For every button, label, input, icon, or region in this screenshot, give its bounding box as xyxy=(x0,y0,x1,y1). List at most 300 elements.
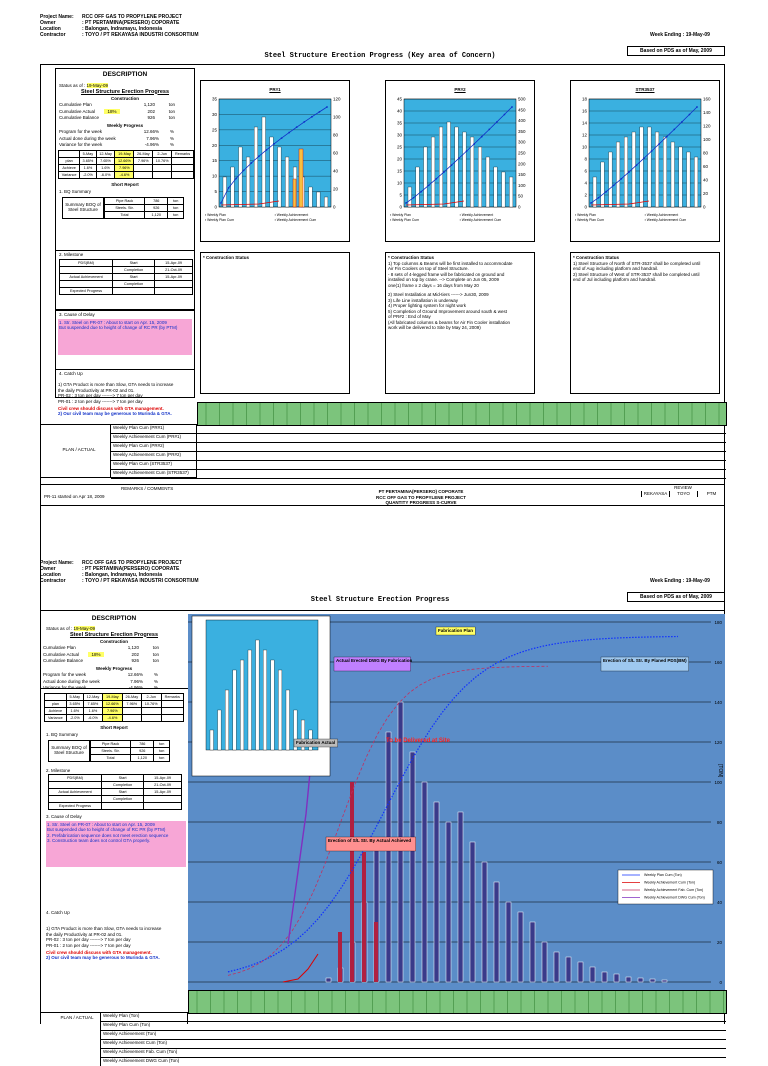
review-col: REKAYASA xyxy=(641,491,669,497)
plan-bar xyxy=(566,957,571,982)
y-tick-left: 45 xyxy=(396,96,402,102)
description-heading-2: DESCRIPTION xyxy=(91,615,137,622)
y-tick-right: 450 xyxy=(518,107,526,113)
date-strip xyxy=(197,402,727,426)
cumulative-row xyxy=(59,115,191,121)
header-cell: 12-May xyxy=(83,693,102,700)
plan-cum-point xyxy=(250,162,252,164)
achieve-bar xyxy=(299,149,303,207)
project-row-value: : Balongan, Indramayu, Indonesia xyxy=(82,26,163,32)
table-row xyxy=(91,740,170,747)
bq-block xyxy=(62,197,194,219)
legend-item: ▪ Weekly Achievement xyxy=(459,213,494,217)
plan-bar xyxy=(632,132,636,207)
row-label: Program for the week xyxy=(43,672,87,677)
plan-cum-point xyxy=(696,106,698,108)
plan-bar xyxy=(679,147,683,207)
plan-cum-point xyxy=(243,169,245,171)
table-cell xyxy=(172,171,194,178)
y-tick-left: 40 xyxy=(396,108,402,114)
page-title: Steel Structure Erection Progress (Key area of Concern) xyxy=(264,52,496,60)
table-cell xyxy=(60,280,113,287)
row-value: 202 xyxy=(131,651,139,657)
plan-bar xyxy=(447,122,451,207)
plan-cum-point xyxy=(458,157,460,159)
header-cell: Remarks xyxy=(161,693,183,700)
plan-bar xyxy=(317,192,321,207)
cumulative-row xyxy=(43,658,185,664)
grid-row-label: Weekly Achievement Cum (PR#2) xyxy=(113,452,181,457)
y-tick-right: 40 xyxy=(703,177,709,183)
annotation: Fabrication Plan xyxy=(438,628,474,633)
table-cell: 10.76% xyxy=(141,700,161,707)
row-label: Actual done during the week xyxy=(43,678,100,684)
table-cell: -4.6% xyxy=(103,714,123,721)
row-label: Variance for the week xyxy=(59,142,103,147)
plan-cum-point xyxy=(435,178,437,180)
text-line: PR-01 : 2 ton per day -------> 7 ton per day xyxy=(46,942,131,948)
table-cell: Total xyxy=(105,211,145,218)
weekly-row xyxy=(59,142,191,148)
plan-bar xyxy=(663,137,667,207)
plot-area xyxy=(404,99,516,207)
text-line: 1) GTA Product is more than Slow, GTA needs to increase xyxy=(46,926,162,931)
table-cell: Variance xyxy=(59,171,80,178)
table-row xyxy=(60,259,193,266)
table-cell: plan xyxy=(45,700,67,707)
footer-text xyxy=(321,489,521,506)
table-cell xyxy=(161,700,183,707)
status-line: end of Jul including platform and handrail. xyxy=(573,277,657,282)
y-tick-right: 100 xyxy=(518,182,526,188)
table-cell: 21-Oct-09 xyxy=(155,266,193,273)
plan-bar xyxy=(616,142,620,207)
weekly-table xyxy=(58,150,194,179)
cumulative-rows xyxy=(56,102,194,121)
grid-row-label: Weekly Achievement Cum (Ton) xyxy=(103,1040,167,1045)
chart-1 xyxy=(200,80,350,242)
plan-bar xyxy=(494,167,498,207)
table-cell xyxy=(134,171,153,178)
plan-bar xyxy=(455,127,459,207)
table-row xyxy=(59,157,194,164)
row-unit: % xyxy=(169,129,174,134)
plan-bar xyxy=(650,979,655,982)
table-cell: Completion xyxy=(113,280,155,287)
plan-cum-point xyxy=(605,191,607,193)
project-row-value: : TOYO / PT REKAYASA INDUSTRI CONSORTIUM xyxy=(82,578,199,584)
plan-cum-point xyxy=(220,202,222,204)
table-cell: 15-Apr-09 xyxy=(144,775,182,782)
table-cell: 1,120 xyxy=(145,211,168,218)
plan-cum-point xyxy=(420,191,422,193)
row-pct xyxy=(88,658,104,664)
plan-cum-point xyxy=(319,111,321,113)
table-cell: -6.0% xyxy=(96,171,115,178)
y-tick: 80 xyxy=(716,820,722,825)
plan-bar xyxy=(254,127,258,207)
plan-bar xyxy=(270,137,274,207)
project-row xyxy=(40,578,340,584)
plan-bar xyxy=(285,157,289,207)
plan-bar xyxy=(609,152,613,207)
table-cell: 786 xyxy=(145,197,168,204)
header-cell: 12-May xyxy=(96,150,115,157)
y-tick-right: 80 xyxy=(703,150,709,156)
row-value: 7.96% xyxy=(146,135,159,141)
plan-cum-point xyxy=(613,184,615,186)
y-tick-right: 40 xyxy=(333,168,339,174)
table-cell: 1.6% xyxy=(80,164,96,171)
y-tick-left: 25 xyxy=(211,127,217,133)
plan-cum-point xyxy=(281,137,283,139)
table-cell xyxy=(49,796,102,803)
y-tick-right: 120 xyxy=(703,123,711,129)
date-strip-lines-2 xyxy=(189,991,726,1013)
row-label: Actual done during the week xyxy=(59,135,116,141)
table-cell xyxy=(102,803,144,810)
header-cell xyxy=(59,150,80,157)
row-unit: ton xyxy=(152,645,159,650)
table-cell: 15-Apr-09 xyxy=(155,273,193,280)
annotation: Erection of S/L Str. By Planed PDS(BM) xyxy=(603,658,687,663)
row-pct: 18% xyxy=(104,109,120,115)
plan-cum-point xyxy=(481,136,483,138)
progress-grid-2 xyxy=(100,1012,726,1066)
status-line: 2) Steel Installation at Mid-tiers ------> Jun30, 2009 xyxy=(388,292,489,297)
table-cell xyxy=(161,714,183,721)
y-tick-right: 500 xyxy=(518,96,526,102)
legend-item: ▪ Weekly Achievement Cum xyxy=(274,218,317,222)
description-heading: DESCRIPTION xyxy=(102,71,148,78)
status-line: 1) Steel Structure of North of STR-3537 shall be completed until xyxy=(573,260,701,266)
bq-label: Summary BOQ of Steel Structure xyxy=(62,197,104,219)
plan-bar xyxy=(439,127,443,207)
status-line: 5) Completion of Ground Improvement around south & west xyxy=(388,308,508,314)
y-tick-left: 10 xyxy=(396,180,402,186)
plan-cum-point xyxy=(628,171,630,173)
table-cell: -4.6% xyxy=(115,171,134,178)
y-tick-left: 20 xyxy=(396,156,402,162)
annotation: Erection of S/L Str. By Actual Achieved xyxy=(328,838,412,843)
header-cell: 5-May xyxy=(80,150,96,157)
plan-bar xyxy=(262,117,266,207)
plan-bar xyxy=(518,912,523,982)
inset-bar xyxy=(225,690,229,750)
plan-cum-point xyxy=(504,114,506,116)
plan-bar xyxy=(431,137,435,207)
table-cell: 3.65% xyxy=(80,157,96,164)
table-cell: Actual Achievement xyxy=(60,273,113,280)
plan-bar xyxy=(590,967,595,982)
inset-bar xyxy=(218,710,222,750)
table-cell: Start xyxy=(113,259,155,266)
text-line: PT PERTAMINA(PERSERO) COPORATE xyxy=(378,489,464,494)
y-tick-right: 160 xyxy=(703,96,711,102)
milestone-heading: 2. Milestone xyxy=(59,252,84,257)
y-tick-left: 15 xyxy=(211,158,217,164)
status-line: - 8 sets of 4-legged frame will be fabricated on ground and xyxy=(388,271,505,277)
y-tick: 180 xyxy=(714,620,722,625)
status-line: of PR#2 : End of May xyxy=(388,314,431,319)
table-cell: Total xyxy=(91,754,131,761)
project-row-value: : PT PERTAMINA(PERSERO) COPORATE xyxy=(82,566,180,572)
table-cell: ton xyxy=(168,211,184,218)
plan-bar xyxy=(614,974,619,982)
bq-block-2 xyxy=(48,740,188,762)
y-tick-left: 25 xyxy=(396,144,402,150)
y-tick-left: 35 xyxy=(396,120,402,126)
plan-bar xyxy=(694,157,698,207)
table-cell: 926 xyxy=(131,747,154,754)
catch-blue-2: 2) Our civil team may be generous to Murinda & GTA. xyxy=(46,955,160,960)
inset-bar xyxy=(256,640,260,750)
plan-cum-point xyxy=(511,106,513,108)
plan-cum-point xyxy=(636,164,638,166)
status-date: 19-May-09 xyxy=(86,83,109,88)
row-unit: % xyxy=(169,142,174,147)
table-cell: ton xyxy=(168,204,184,211)
status-line: 1) Top columns & Beams will be first installed to accommodate xyxy=(388,260,513,266)
project-row-value: RCC OFF GAS TO PROPYLENE PROJECT xyxy=(82,560,182,566)
table-cell: Expected Progress xyxy=(49,803,102,810)
y-tick: 20 xyxy=(716,940,722,945)
row-label: Cumulative Actual xyxy=(59,108,96,114)
table-cell: Completion xyxy=(102,782,144,789)
status-box-1 xyxy=(200,252,350,394)
row-pct xyxy=(104,102,120,108)
table-cell: ton xyxy=(154,740,170,747)
table-cell: Variance xyxy=(45,714,67,721)
table-cell: 786 xyxy=(131,740,154,747)
project-row-label: Location xyxy=(40,572,61,578)
y-tick-left: 8 xyxy=(584,156,587,162)
project-row-value: : PT PERTAMINA(PERSERO) COPORATE xyxy=(82,20,180,26)
table-row xyxy=(45,707,184,714)
row-value: 1,120 xyxy=(143,102,155,107)
y-tick-right: 60 xyxy=(703,164,709,169)
table-cell xyxy=(141,707,161,714)
status-title: * Construction Status xyxy=(573,255,620,260)
row-value: 12.66% xyxy=(143,129,159,134)
table-cell: Start xyxy=(113,273,155,280)
project-row-value: RCC OFF GAS TO PROPYLENE PROJECT xyxy=(82,14,182,20)
plan-bar xyxy=(601,162,605,207)
plan-bar xyxy=(239,147,243,207)
catch-heading-2: 4. Catch Up xyxy=(46,910,70,915)
plan-cum-point xyxy=(311,116,313,118)
milestone-panel xyxy=(55,250,195,310)
legend-item: ▪ Weekly Plan Cum xyxy=(205,218,235,222)
plan-bar xyxy=(478,147,482,207)
short-report-heading-2: Short Report xyxy=(100,724,128,730)
plan-bar xyxy=(624,137,628,207)
plan-cum-point xyxy=(488,128,490,130)
text-line: the daily Productivity at PR-02 and 01. xyxy=(58,387,135,393)
big-chart-svg xyxy=(188,614,725,990)
y-tick-right: 20 xyxy=(703,191,709,196)
table-cell: 1.6% xyxy=(83,707,102,714)
catch-red-2: Civil crew should discuss with GTA management. xyxy=(46,950,152,955)
table-row xyxy=(105,197,184,204)
table-cell: Start xyxy=(102,775,144,782)
y-tick-right: 0 xyxy=(518,204,521,210)
y-axis-label: [TON] xyxy=(717,764,723,778)
plan-cum-point xyxy=(451,164,453,166)
y-tick-right: 350 xyxy=(518,128,526,134)
grid-row-label: Weekly Achievement Cum (STR3537) xyxy=(113,470,189,475)
plan-cum-point xyxy=(496,121,498,123)
date-strip-2 xyxy=(188,990,727,1014)
table-cell: ton xyxy=(154,747,170,754)
chart-legend xyxy=(575,213,720,223)
inset-bar xyxy=(233,670,237,750)
delay-text xyxy=(58,319,192,355)
y-tick-right: 60 xyxy=(333,150,339,156)
table-cell: Achieve xyxy=(59,164,80,171)
plan-bar xyxy=(494,882,499,982)
table-row xyxy=(49,775,182,782)
header-cell: Remarks xyxy=(172,150,194,157)
y-tick-right: 100 xyxy=(333,114,341,120)
weekly-row xyxy=(59,136,191,142)
plan-cum-point xyxy=(288,132,290,134)
table-cell: Pipe Rack xyxy=(91,740,131,747)
cumulative-row xyxy=(43,645,185,651)
inset-bar xyxy=(271,660,275,750)
status-line: 2) Steel Structure of West of STR-3537 shall be completed until xyxy=(573,271,700,277)
plan-cum-point xyxy=(466,150,468,152)
row-unit: ton xyxy=(152,651,159,657)
table-cell xyxy=(155,280,193,287)
row-label: Program for the week xyxy=(59,129,103,134)
plan-cum-point xyxy=(598,197,600,199)
plan-bar xyxy=(231,167,235,207)
y-tick: 160 xyxy=(714,660,722,665)
project-row-label: Contractor xyxy=(40,32,66,38)
y-tick: 0 xyxy=(719,980,722,985)
y-tick-right: 0 xyxy=(333,204,336,210)
text-line: But suspended due to height of change of RC PR (by PTM) xyxy=(59,325,178,330)
plan-bar xyxy=(554,952,559,982)
plan-cum-point xyxy=(303,121,305,123)
y-tick-left: 2 xyxy=(584,192,587,198)
table-cell: PDS(BM) xyxy=(49,775,102,782)
plan-cum-point xyxy=(443,171,445,173)
bq-table-2 xyxy=(90,740,170,762)
bq-heading: 1. BQ Summary xyxy=(59,189,92,194)
table-cell: Expected Progress xyxy=(60,287,113,294)
row-value: 7.96% xyxy=(130,678,143,684)
remarks-box xyxy=(40,484,725,506)
legend-item: ▪ Weekly Plan xyxy=(390,213,411,217)
table-cell: 7.96% xyxy=(115,164,134,171)
table-cell: 7.96% xyxy=(103,707,123,714)
y-tick-left: 5 xyxy=(399,192,402,198)
table-cell xyxy=(155,287,193,294)
plan-bar xyxy=(530,922,535,982)
annotation: Actual Erected DWG By Fabrication xyxy=(336,658,413,663)
annotation: Fabrication Actual xyxy=(296,740,336,745)
plan-bar xyxy=(542,942,547,982)
text-line: 1) GTA Product is more than Slow, GTA needs to increase xyxy=(58,382,174,387)
plan-cum-point xyxy=(413,197,415,199)
header-cell: 19-May xyxy=(115,150,134,157)
plan-bar xyxy=(640,127,644,207)
table-cell: PDS(BM) xyxy=(60,259,113,266)
inset-bar xyxy=(278,670,282,750)
table-cell: Steels. Str. xyxy=(91,747,131,754)
row-label: Cumulative Balance xyxy=(59,115,100,120)
table-cell: 1.6% xyxy=(96,164,115,171)
table-row xyxy=(60,266,193,273)
bq-heading-2: 1. BQ Summary xyxy=(46,732,79,737)
erection-sub-2: Steel Structure Erection Progress xyxy=(69,631,159,638)
y-tick-left: 10 xyxy=(581,144,587,150)
progress-grid xyxy=(110,424,726,478)
bq-table xyxy=(104,197,184,219)
plan-bar xyxy=(326,978,331,982)
table-row xyxy=(105,204,184,211)
based-on-badge: Based on PDS as of May, 2009 xyxy=(627,46,725,56)
chart-title: STR3537 xyxy=(635,87,655,92)
weekly-row xyxy=(59,129,191,135)
table-row xyxy=(105,211,184,218)
table-row xyxy=(49,803,182,810)
row-unit: % xyxy=(153,672,158,677)
project-row-value: : Balongan, Indramayu, Indonesia xyxy=(82,572,163,578)
description-panel-2 xyxy=(40,614,188,914)
table-cell xyxy=(172,164,194,171)
y-tick-right: 140 xyxy=(703,110,711,115)
header-cell: 5-May xyxy=(66,693,83,700)
bq-label-2: Summary BOQ of Steel Structure xyxy=(48,740,90,762)
row-value: 926 xyxy=(131,658,139,663)
row-label: Cumulative Plan xyxy=(43,645,76,650)
grid-row-label: Weekly Plan Cum (PR#1) xyxy=(113,425,165,430)
plan-bar xyxy=(278,147,282,207)
table-cell: 21-Oct-09 xyxy=(144,782,182,789)
project-header xyxy=(40,14,340,38)
status-title: * Construction Status xyxy=(388,255,435,260)
table-cell xyxy=(134,164,153,171)
table-cell: 7.65% xyxy=(83,700,102,707)
achieve-bar xyxy=(338,932,342,982)
plan-cum-point xyxy=(673,128,675,130)
y-tick-left: 20 xyxy=(211,142,217,148)
y-tick-left: 10 xyxy=(211,173,217,179)
legend-item: Weekly Achievement DWG Cum (Ton) xyxy=(644,895,705,900)
cumulative-row xyxy=(59,109,191,115)
y-tick: 140 xyxy=(714,700,722,705)
legend-item: ▪ Weekly Achievement xyxy=(274,213,309,217)
plan-bar xyxy=(602,972,607,982)
plan-bar xyxy=(386,732,391,982)
project-row-label: Contractor xyxy=(40,578,66,584)
y-tick-left: 35 xyxy=(211,96,217,102)
table-cell xyxy=(144,796,182,803)
y-tick-right: 100 xyxy=(703,137,711,142)
plan-cum-point xyxy=(428,184,430,186)
y-tick: 100 xyxy=(714,780,722,785)
table-cell xyxy=(153,171,172,178)
row-value: -4.96% xyxy=(144,142,159,147)
table-row xyxy=(60,280,193,287)
text-line: 1. Str. Steel on PR-07 : About to start on Apr. 15, 2009 xyxy=(47,821,155,827)
table-row xyxy=(91,747,170,754)
chart-2 xyxy=(385,80,535,242)
project-header-2 xyxy=(40,560,340,584)
